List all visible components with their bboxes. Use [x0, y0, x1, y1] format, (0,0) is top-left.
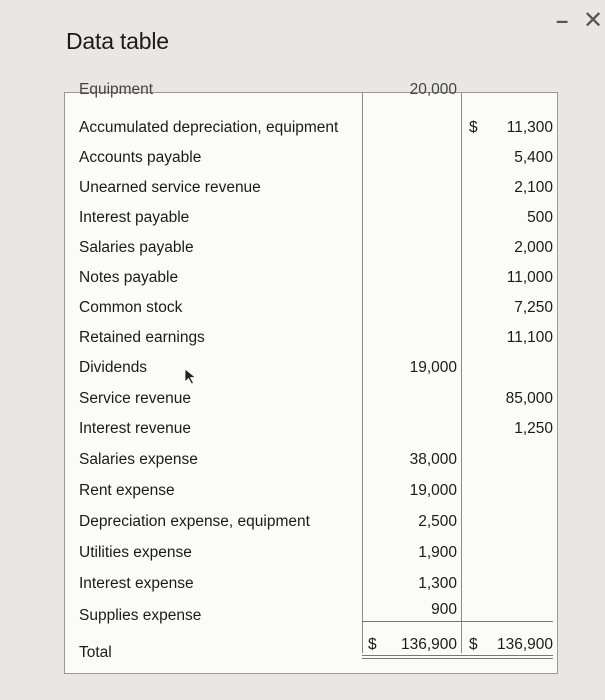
- table-row: [65, 293, 557, 323]
- account-label: Salaries payable: [79, 239, 194, 256]
- account-label: Equipment: [79, 81, 154, 98]
- debit-amount: 19,000: [409, 359, 457, 376]
- debit-amount: 19,000: [409, 482, 457, 499]
- double-rule-credit: [461, 658, 553, 659]
- account-label: Service revenue: [79, 390, 192, 407]
- page-title: Data table: [66, 28, 169, 54]
- table-row: [65, 263, 557, 293]
- credit-amount: 7,250: [514, 299, 553, 316]
- debit-amount: 1,300: [418, 575, 457, 592]
- close-icon[interactable]: ✕: [583, 7, 604, 34]
- credit-amount: 85,000: [505, 390, 553, 407]
- debit-amount: 900: [431, 601, 457, 618]
- table-row: [65, 353, 557, 383]
- total-credit: 136,900: [496, 636, 553, 653]
- credit-amount: 1,250: [514, 420, 553, 437]
- account-label: Accounts payable: [79, 149, 202, 166]
- credit-amount: 11,300: [506, 119, 553, 136]
- account-label: Notes payable: [79, 269, 179, 286]
- account-label: Rent expense: [79, 482, 175, 499]
- credit-amount: 11,100: [506, 329, 553, 346]
- account-label: Retained earnings: [79, 329, 205, 346]
- subtotal-rule-credit: [461, 621, 553, 622]
- table-row: [65, 143, 557, 173]
- table-row: [65, 538, 557, 568]
- account-label: Supplies expense: [79, 607, 202, 624]
- credit-amount: 2,100: [514, 179, 553, 196]
- account-label: Dividends: [79, 359, 148, 376]
- account-label: Interest payable: [79, 209, 190, 226]
- table-row: [65, 384, 557, 414]
- data-table: [64, 81, 558, 674]
- currency-sign: $: [469, 119, 478, 136]
- debit-amount: 2,500: [418, 513, 457, 530]
- table-row: [65, 173, 557, 203]
- account-label: Salaries expense: [79, 451, 198, 468]
- credit-amount: 500: [527, 209, 553, 226]
- currency-sign: $: [469, 636, 478, 653]
- total-debit: 136,900: [400, 636, 457, 653]
- table-row: [65, 507, 557, 537]
- table-row: [65, 323, 557, 353]
- account-label: Utilities expense: [79, 544, 192, 561]
- account-label: Interest expense: [79, 575, 194, 592]
- currency-sign: $: [368, 636, 377, 653]
- table-row: [65, 233, 557, 263]
- account-label: Accumulated depreciation, equipment: [79, 119, 339, 136]
- table-row: [65, 414, 557, 444]
- debit-amount: 1,900: [418, 544, 457, 561]
- account-label: Unearned service revenue: [79, 179, 261, 196]
- subtotal-rule-debit: [362, 621, 461, 622]
- credit-amount: 5,400: [514, 149, 553, 166]
- table-row: [65, 113, 557, 143]
- minimize-icon[interactable]: –: [556, 8, 569, 33]
- table-row: [65, 203, 557, 233]
- table-row: [65, 445, 557, 475]
- account-label: Interest revenue: [79, 420, 192, 437]
- account-label: Common stock: [79, 299, 183, 316]
- table-row: [65, 476, 557, 506]
- account-label: Depreciation expense, equipment: [79, 513, 310, 530]
- double-rule-debit: [362, 658, 461, 659]
- mouse-cursor-icon: [184, 368, 198, 386]
- debit-amount: 38,000: [409, 451, 457, 468]
- credit-amount: 11,000: [506, 269, 553, 286]
- credit-amount: 2,000: [514, 239, 553, 256]
- double-rule-credit: [461, 655, 553, 656]
- double-rule-debit: [362, 655, 461, 656]
- total-label: Total: [79, 644, 112, 661]
- debit-amount: 20,000: [409, 81, 457, 98]
